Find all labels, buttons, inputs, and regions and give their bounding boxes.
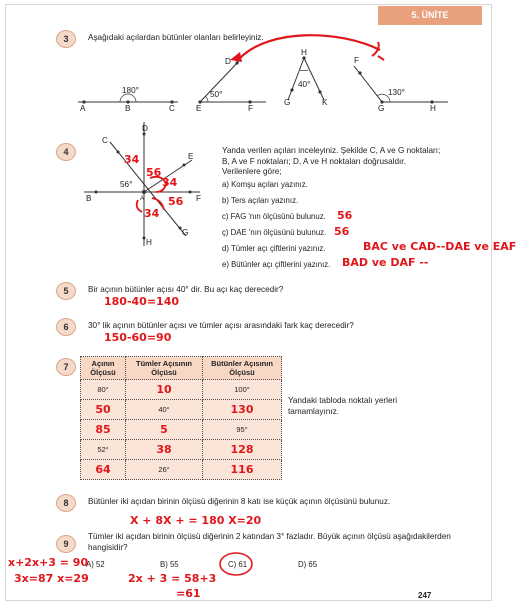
q9-hw-1: x+2x+3 = 90 [8, 556, 89, 569]
table-row [81, 400, 282, 420]
q3-fig4-angle: 130° [388, 88, 405, 97]
question-5-text: Bir açının bütünler açısı 40° dir. Bu açı kaç derecedir? [88, 285, 284, 294]
q4-hw-f1: 34 [124, 153, 140, 166]
q3-fig4-f: F [354, 56, 360, 65]
table-cell: 50 [81, 400, 126, 420]
q4-label-b: B [86, 194, 92, 203]
q7-header-complement: Tümler Açısının Ölçüsü [126, 357, 203, 380]
table-row [81, 380, 282, 400]
q4-label-d: D [142, 124, 148, 133]
q3-fig1-p1: A [80, 104, 86, 113]
q7-header-angle: Açının Ölçüsü [81, 357, 126, 380]
q4-item-e: e) Bütünler açı çiftlerini yazınız. [222, 260, 331, 269]
q4-item-c: c) FAG 'nın ölçüsünü bulunuz. [222, 212, 326, 221]
table-row [81, 420, 282, 440]
table-cell: 5 [126, 420, 203, 440]
q4-item-d: d) Tümler açı çiftlerini yazınız. [222, 244, 326, 253]
q4-label-f: F [196, 194, 202, 203]
table-cell: 128 [203, 440, 282, 460]
q4-hw-d: BAC ve CAD--DAE ve EAF [363, 240, 516, 253]
q9-hw-4: =61 [176, 587, 201, 600]
q9-option-c[interactable]: C) 61 [228, 560, 248, 569]
table-cell: 38 [126, 440, 203, 460]
q9-option-a[interactable]: A) 52 [86, 560, 105, 569]
q7-header-supplement: Bütünler Açısının Ölçüsü [203, 357, 282, 380]
q4-hw-f5: 34 [144, 207, 160, 220]
q3-fig1-p3: C [169, 104, 175, 113]
unit-banner: 5. ÜNİTE [378, 6, 482, 25]
table-row [81, 440, 282, 460]
q9-option-d[interactable]: D) 65 [298, 560, 318, 569]
q3-fig3-g: G [284, 98, 291, 107]
question-9-number: 9 [56, 535, 76, 553]
question-5-number: 5 [56, 282, 76, 300]
q8-hw: X + 8X + = 180 X=20 [130, 514, 262, 527]
question-6-text: 30° lik açının bütünler açısı ve tümler açısı arasındaki fark kaç derecedir? [88, 321, 354, 330]
q3-fig3-k: K [322, 98, 328, 107]
q9-option-b[interactable]: B) 55 [160, 560, 179, 569]
q4-label-g: G [182, 228, 189, 237]
question-4-text: Yanda verilen açıları inceleyiniz. Şekilde C, A ve G noktaları; B, A ve F noktaları; D, A ve H noktaları doğrusaldır. Verilenlere göre; [222, 146, 441, 176]
table-cell: 95° [203, 420, 282, 440]
q4-item-b: b) Ters açıları yazınız. [222, 196, 299, 205]
q3-fig4-g: G [378, 104, 385, 113]
question-3-text: Aşağıdaki açılardan bütünler olanları belirleyiniz. [88, 33, 264, 42]
q3-ray-gf [354, 66, 382, 102]
question-4-number: 4 [56, 143, 76, 161]
table-cell: 40° [126, 400, 203, 420]
table-cell: 80° [81, 380, 126, 400]
q4-hw-f2: 56 [146, 166, 162, 179]
q3-fig1-p2: B [125, 104, 131, 113]
table-cell: 100° [203, 380, 282, 400]
table-cell: 26° [126, 460, 203, 480]
table-cell: 85 [81, 420, 126, 440]
q4-hw-f4: 56 [168, 195, 184, 208]
q7-table [80, 356, 282, 480]
q4-item-a: a) Komşu açıları yazınız. [222, 180, 308, 189]
question-7-number: 7 [56, 358, 76, 376]
q4-angle-label: 56° [120, 180, 133, 189]
red-connect-arc [240, 35, 380, 58]
q3-fig3-h: H [301, 48, 307, 57]
page-number: 247 [418, 591, 432, 600]
question-6-number: 6 [56, 318, 76, 336]
q4-hw-f3: 34 [162, 176, 178, 189]
q4-label-a: A [140, 196, 145, 202]
q3-fig4-h: H [430, 104, 436, 113]
question-8-text: Bütünler iki açıdan birinin ölçüsü diğerinin 8 katı ise küçük açının ölçüsünü bulunuz. [88, 497, 391, 506]
q4-hw-ç: 56 [334, 225, 350, 238]
question-8-number: 8 [56, 494, 76, 512]
q3-fig2-angle: 50° [210, 90, 223, 99]
q4-hw-e: BAD ve DAF -- [342, 256, 429, 269]
q4-label-h: H [146, 238, 152, 247]
table-cell: 64 [81, 460, 126, 480]
q4-item-ç: ç) DAE 'nın ölçüsünü bulunuz. [222, 228, 327, 237]
q4-label-e: E [188, 152, 194, 161]
q3-fig3-angle: 40° [298, 80, 311, 89]
q3-ray-hg [288, 58, 304, 100]
table-cell: 116 [203, 460, 282, 480]
q7-side-text: Yandaki tabloda noktalı yerleri tamamlayınız. [288, 396, 398, 416]
q9-hw-3: 2x + 3 = 58+3 [128, 572, 217, 585]
question-9-text: Tümler iki açıdan birinin ölçüsü diğerinin 2 katından 3° fazladır. Büyük açının ölçüsü aşağıdakilerden hangisidir? [88, 532, 451, 552]
q3-ray-hk [304, 58, 324, 100]
question-3-number: 3 [56, 30, 76, 48]
q3-fig1-angle: 180° [122, 86, 139, 95]
q6-hw: 150-60=90 [104, 331, 172, 344]
table-cell: 130 [203, 400, 282, 420]
q3-fig2-e: E [196, 104, 202, 113]
table-row [81, 460, 282, 480]
q9-hw-2: 3x=87 x=29 [14, 572, 89, 585]
q3-fig2-d: D [225, 57, 231, 66]
q4-label-c: C [102, 136, 108, 145]
q4-hw-c: 56 [337, 209, 353, 222]
table-cell: 52° [81, 440, 126, 460]
q5-hw: 180-40=140 [104, 295, 180, 308]
table-cell: 10 [126, 380, 203, 400]
q3-fig2-f: F [248, 104, 254, 113]
